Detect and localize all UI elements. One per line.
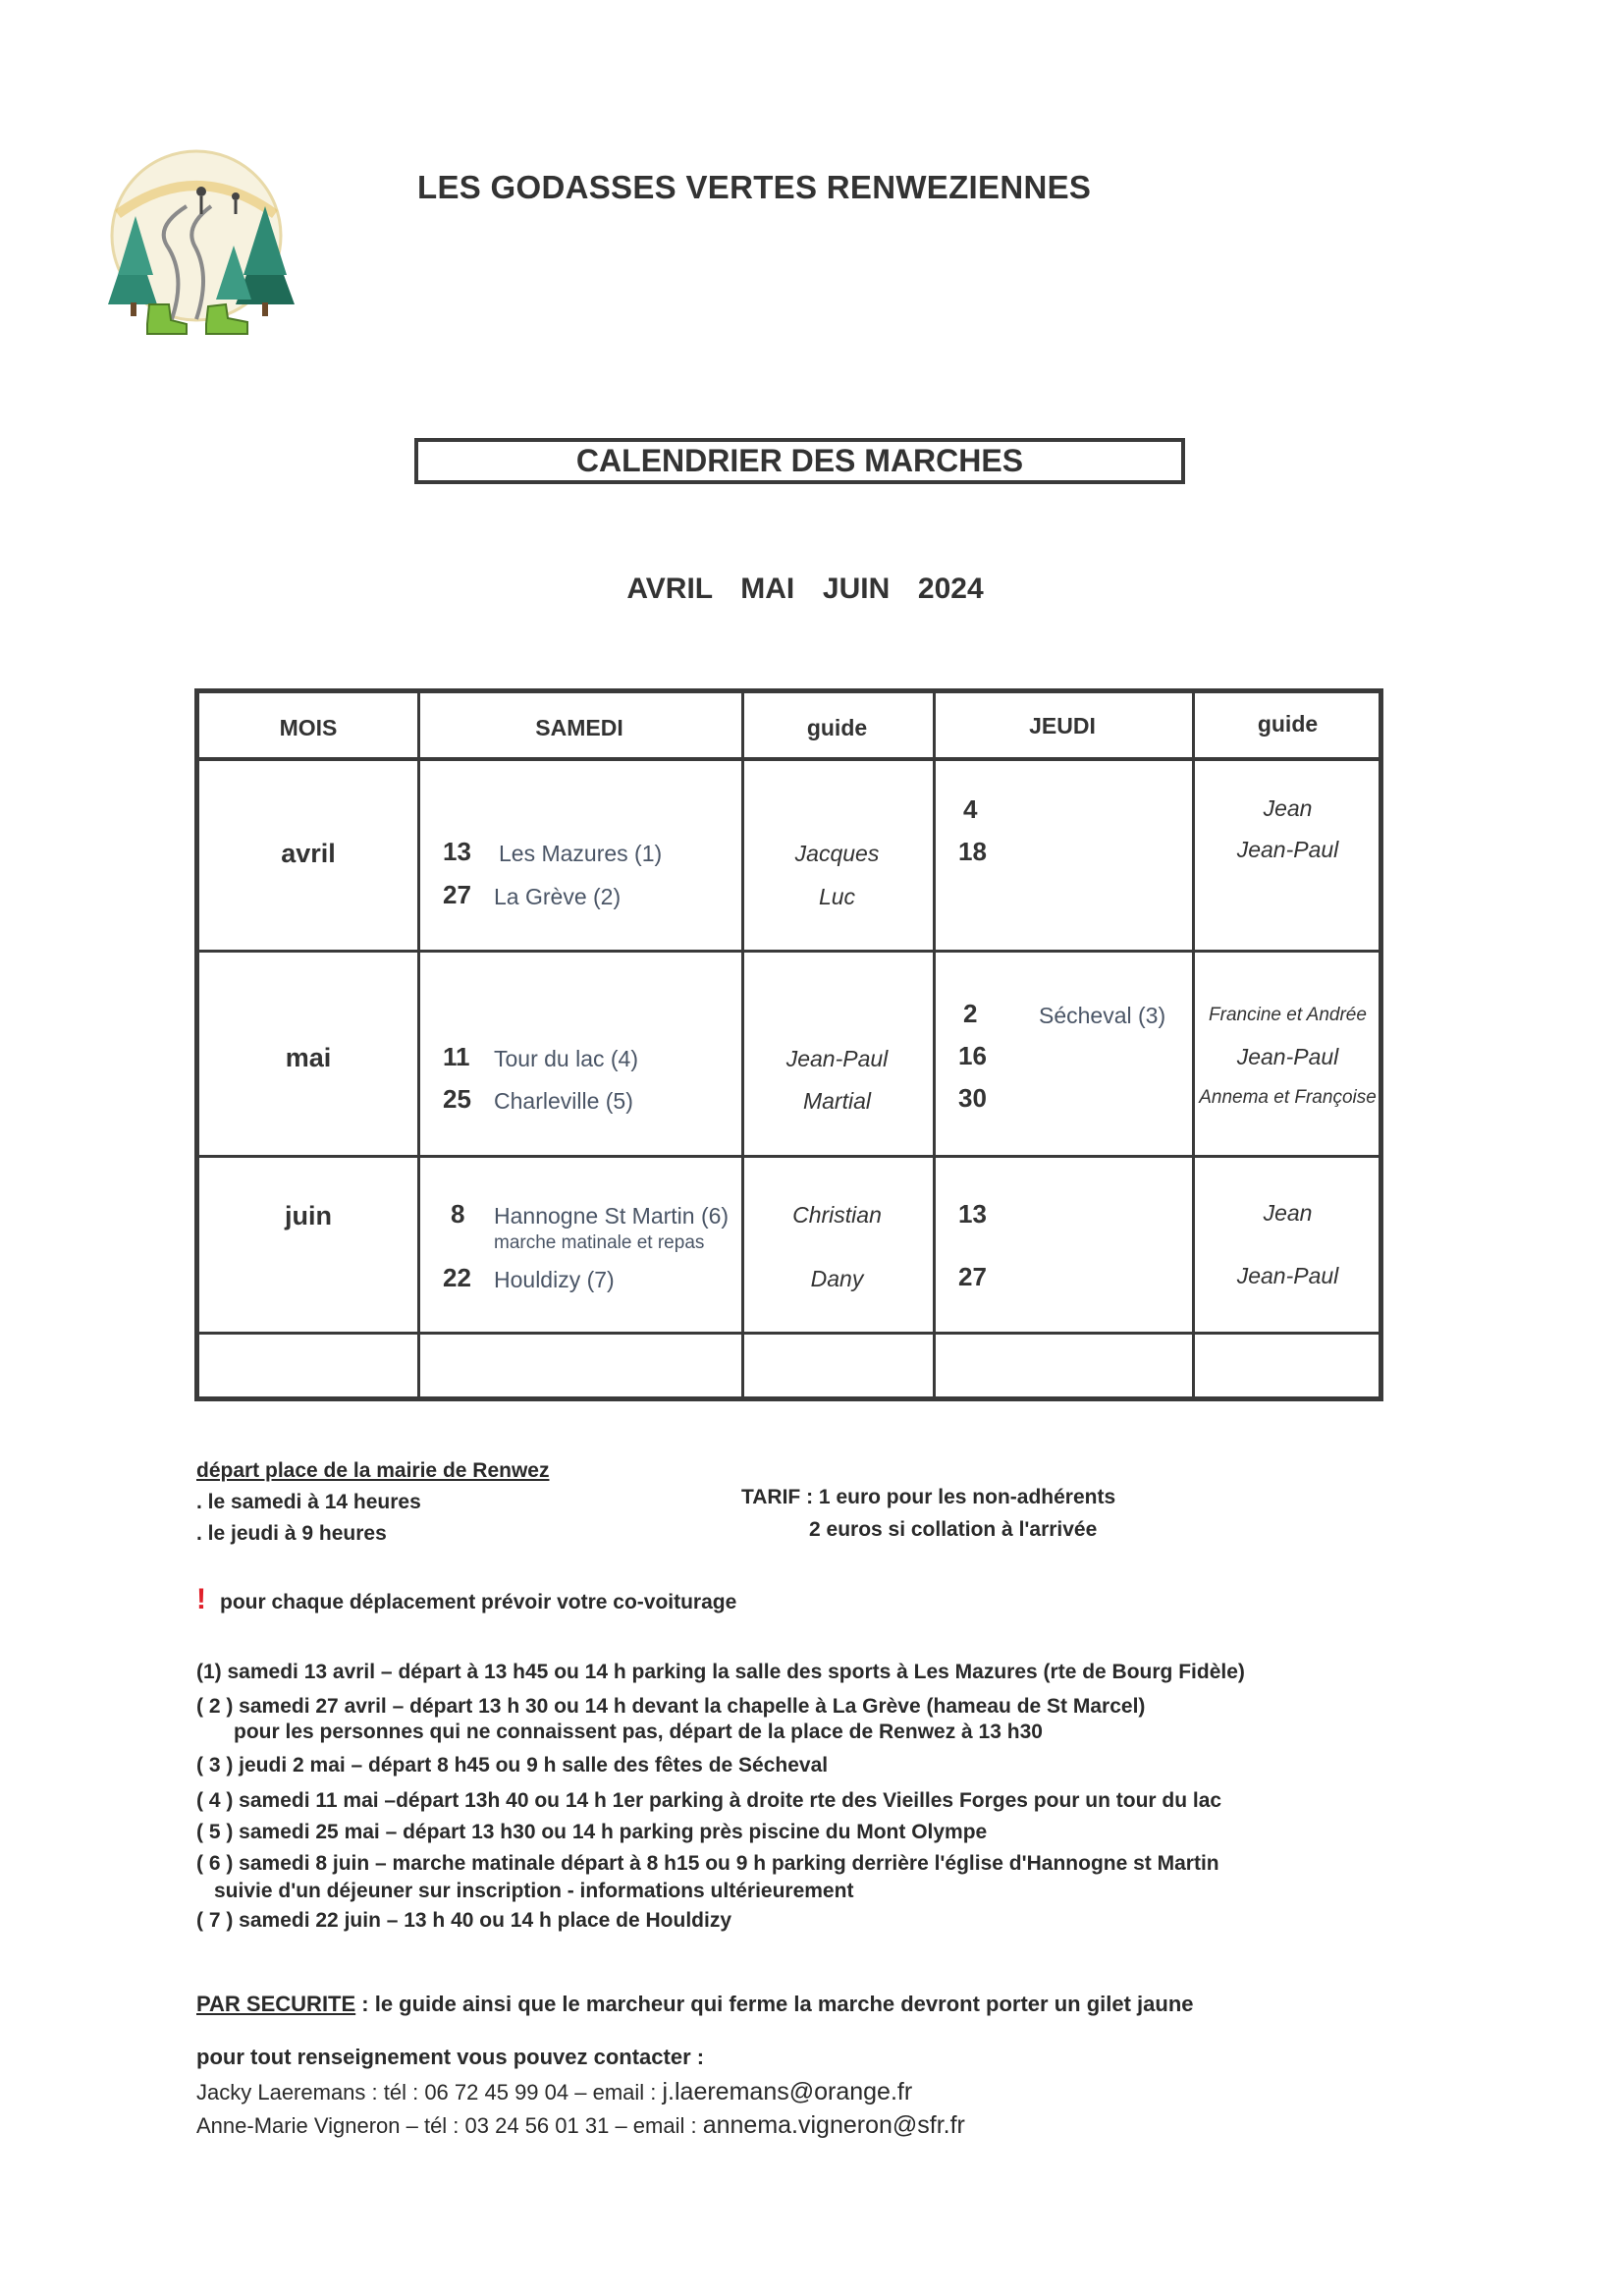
thursday-day: 13	[958, 1199, 987, 1229]
contact-email-1[interactable]: j.laeremans@orange.fr	[662, 2078, 913, 2105]
thursday-day: 4	[963, 794, 978, 824]
thursday-guide: Jean	[1263, 1200, 1313, 1226]
club-logo	[79, 137, 314, 349]
security-label: PAR SECURITE	[196, 1992, 356, 2016]
saturday-day: 8	[451, 1199, 465, 1229]
saturday-place: La Grève (2)	[494, 884, 622, 909]
month-label: avril	[281, 839, 336, 868]
thursday-guide: Jean-Paul	[1236, 1263, 1339, 1288]
header-guide-jeudi: guide	[1257, 711, 1319, 737]
note-item: ( 6 ) samedi 8 juin – marche matinale départ à 8 h15 ou 9 h parking derrière l'église d'Hannogne st Martin	[196, 1852, 1219, 1875]
period-title: AVRIL MAI JUIN 2024	[626, 573, 984, 605]
note-item: pour les personnes qui ne connaissent pas, départ de la place de Renwez à 13 h30	[234, 1721, 1043, 1743]
thursday-day: 2	[963, 999, 978, 1028]
thursday-day: 18	[958, 837, 987, 866]
saturday-day: 22	[443, 1263, 471, 1292]
note-item: ( 7 ) samedi 22 juin – 13 h 40 ou 14 h place de Houldizy	[196, 1909, 732, 1932]
saturday-guide: Jean-Paul	[785, 1046, 889, 1071]
departure-saturday: . le samedi à 14 heures	[196, 1491, 421, 1513]
saturday-day: 25	[443, 1084, 471, 1114]
calendar-title-box	[414, 438, 1185, 484]
thursday-guide: Jean	[1263, 795, 1313, 821]
header-mois: MOIS	[279, 715, 338, 740]
thursday-guide: Francine et Andrée	[1209, 1005, 1367, 1025]
saturday-day: 13	[443, 837, 471, 866]
saturday-guide: Christian	[792, 1202, 882, 1228]
thursday-place: Sécheval (3)	[1039, 1003, 1166, 1028]
security-note	[196, 1992, 1194, 2017]
contact-person-2	[196, 2111, 965, 2140]
calendar-title: CALENDRIER DES MARCHES	[575, 443, 1024, 478]
thursday-day: 16	[958, 1041, 987, 1070]
schedule-table	[194, 688, 1383, 1401]
thursday-guide: Annema et Françoise	[1199, 1087, 1377, 1108]
contact-person-2-text: Anne-Marie Vigneron – tél : 03 24 56 01 31 – email :	[196, 2113, 703, 2138]
note-item: suivie d'un déjeuner sur inscription - informations ultérieurement	[214, 1880, 854, 1902]
saturday-place: Houldizy (7)	[494, 1267, 615, 1292]
header-guide-samedi: guide	[806, 715, 868, 740]
note-item: ( 5 ) samedi 25 mai – départ 13 h30 ou 14 h parking près piscine du Mont Olympe	[196, 1821, 988, 1843]
saturday-guide: Dany	[810, 1266, 864, 1291]
saturday-note: marche matinale et repas	[494, 1232, 705, 1253]
security-text: : le guide ainsi que le marcheur qui ferme la marche devront porter un gilet jaune	[355, 1992, 1194, 2016]
note-item: ( 3 ) jeudi 2 mai – départ 8 h45 ou 9 h salle des fêtes de Sécheval	[196, 1754, 829, 1777]
warning-icon: !	[196, 1583, 206, 1615]
saturday-place: Tour du lac (4)	[494, 1046, 639, 1071]
note-item: ( 4 ) samedi 11 mai –départ 13h 40 ou 14 h 1er parking à droite rte des Vieilles Forges pour un tour du lac	[196, 1789, 1222, 1812]
organization-title: LES GODASSES VERTES RENWEZIENNES	[417, 169, 1092, 205]
saturday-place: Charleville (5)	[494, 1088, 633, 1114]
thursday-guide: Jean-Paul	[1236, 1044, 1339, 1069]
contact-person-1	[196, 2078, 912, 2106]
departure-thursday: . le jeudi à 9 heures	[196, 1522, 387, 1545]
tarif-line-2: 2 euros si collation à l'arrivée	[809, 1518, 1098, 1541]
thursday-guide: Jean-Paul	[1236, 837, 1339, 862]
saturday-day: 11	[443, 1042, 470, 1071]
contact-intro: pour tout renseignement vous pouvez contacter :	[196, 2045, 705, 2069]
note-item: ( 2 ) samedi 27 avril – départ 13 h 30 ou 14 h devant la chapelle à La Grève (hameau de St Marcel)	[196, 1695, 1146, 1718]
carpool-note: pour chaque déplacement prévoir votre co-voiturage	[220, 1591, 737, 1613]
saturday-guide: Martial	[802, 1088, 871, 1114]
month-label: mai	[285, 1043, 332, 1072]
tarif-line-1: TARIF : 1 euro pour les non-adhérents	[741, 1486, 1116, 1508]
month-label: juin	[285, 1201, 332, 1230]
saturday-guide: Jacques	[794, 841, 880, 866]
header-jeudi: JEUDI	[1029, 713, 1096, 738]
saturday-day: 27	[443, 880, 471, 909]
contact-email-2[interactable]: annema.vigneron@sfr.fr	[702, 2111, 965, 2139]
departure-title: départ place de la mairie de Renwez	[196, 1459, 550, 1482]
thursday-day: 30	[958, 1083, 987, 1113]
note-item: (1) samedi 13 avril – départ à 13 h45 ou 14 h parking la salle des sports à Les Mazures (rte de Bourg Fidèle)	[196, 1661, 1245, 1683]
header-samedi: SAMEDI	[535, 715, 623, 740]
contact-person-1-text: Jacky Laeremans : tél : 06 72 45 99 04 – email :	[196, 2080, 663, 2105]
saturday-place: Les Mazures (1)	[499, 841, 663, 866]
saturday-guide: Luc	[818, 884, 856, 909]
saturday-place: Hannogne St Martin (6)	[494, 1203, 730, 1229]
thursday-day: 27	[958, 1262, 987, 1291]
